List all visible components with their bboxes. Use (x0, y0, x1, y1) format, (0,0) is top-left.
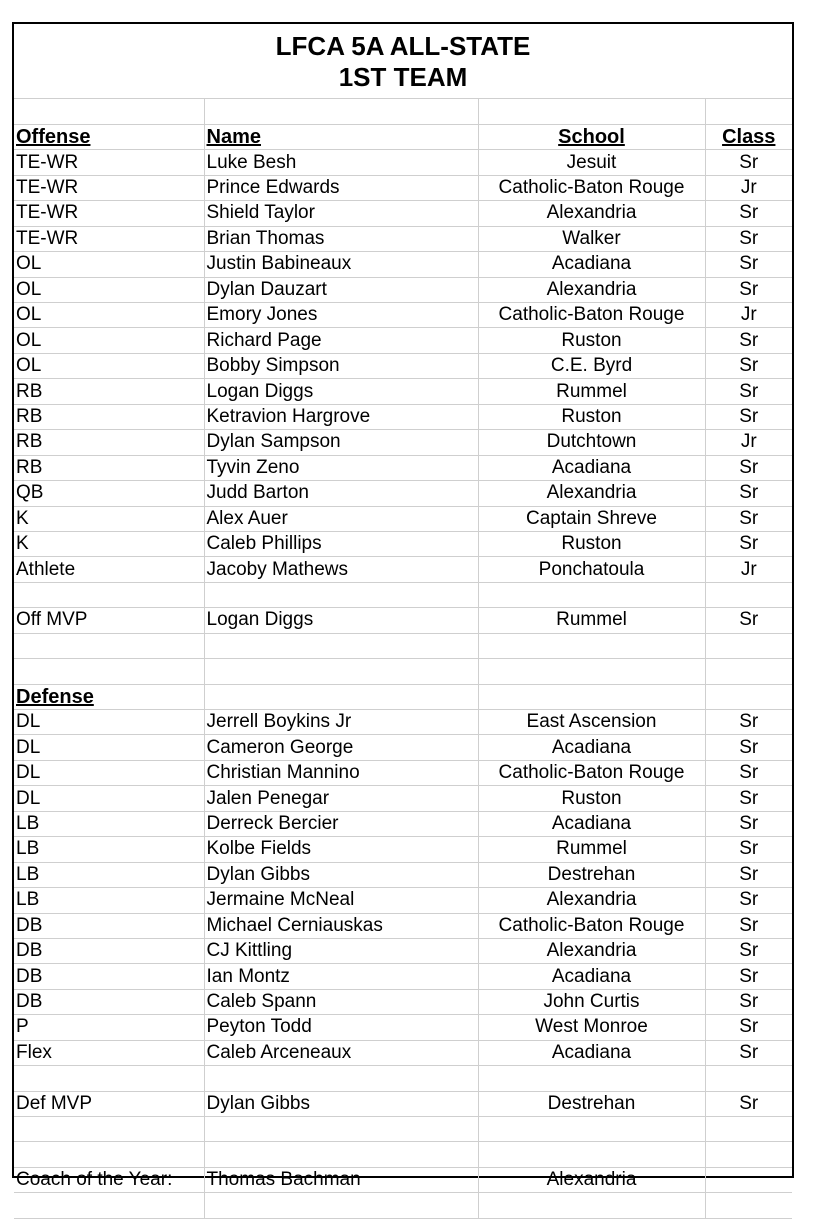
empty-cell (14, 1193, 204, 1218)
defense-row (14, 1040, 792, 1065)
empty-cell (705, 1117, 792, 1142)
offense-header-row (14, 124, 792, 149)
empty-cell (478, 1142, 705, 1167)
offense-row-class-cell: Sr (705, 226, 792, 251)
offense-row-pos-cell: TE-WR (14, 150, 204, 175)
defense-row-school-cell: Alexandria (478, 938, 705, 963)
offense-row-name-cell: Richard Page (204, 328, 478, 353)
roster-table (14, 99, 792, 1219)
empty-cell (478, 99, 705, 124)
offense-row-pos-cell: OL (14, 353, 204, 378)
offense-row-pos-cell: RB (14, 379, 204, 404)
offense-row-class-cell: Sr (705, 506, 792, 531)
empty-cell (204, 659, 478, 684)
empty-cell (478, 659, 705, 684)
offense-row (14, 226, 792, 251)
offense-row (14, 303, 792, 328)
defense-row-pos-cell: DL (14, 760, 204, 785)
empty-cell (14, 1066, 204, 1091)
defense-row-school-cell: Catholic-Baton Rouge (478, 913, 705, 938)
offense-row-school-cell: Acadiana (478, 455, 705, 480)
defense-row-school-cell: East Ascension (478, 710, 705, 735)
defense-row-pos-cell: DB (14, 913, 204, 938)
offense-row (14, 150, 792, 175)
def-mvp-row-school-cell: Destrehan (478, 1091, 705, 1116)
empty-cell (14, 633, 204, 658)
spacer-row (14, 1193, 792, 1218)
offense-row-pos-cell: RB (14, 404, 204, 429)
offense-row-school-cell: Ruston (478, 531, 705, 556)
offense-row-name-cell: Alex Auer (204, 506, 478, 531)
offense-row-name-cell: Dylan Dauzart (204, 277, 478, 302)
offense-row-school-cell: Catholic-Baton Rouge (478, 175, 705, 200)
empty-cell (204, 633, 478, 658)
def-mvp-row-name-cell: Dylan Gibbs (204, 1091, 478, 1116)
empty-cell (478, 582, 705, 607)
defense-row-class-cell: Sr (705, 913, 792, 938)
offense-row-name-cell: Luke Besh (204, 150, 478, 175)
offense-row (14, 252, 792, 277)
offense-row-class-cell: Sr (705, 481, 792, 506)
defense-row-class-cell: Sr (705, 1015, 792, 1040)
defense-row (14, 710, 792, 735)
defense-row-name-cell: Kolbe Fields (204, 837, 478, 862)
defense-row-pos-cell: Flex (14, 1040, 204, 1065)
off-mvp-row-pos-cell: Off MVP (14, 608, 204, 633)
defense-row-pos-cell: P (14, 1015, 204, 1040)
empty-cell (705, 99, 792, 124)
defense-row-name-cell: Jalen Penegar (204, 786, 478, 811)
title-block (14, 24, 792, 99)
defense-row-school-cell: Ruston (478, 786, 705, 811)
coach-row-school-cell: Alexandria (478, 1167, 705, 1192)
defense-row-name-cell: Christian Mannino (204, 760, 478, 785)
defense-row-name-cell: Jerrell Boykins Jr (204, 710, 478, 735)
offense-row-name-cell: Justin Babineaux (204, 252, 478, 277)
offense-row-school-cell: Alexandria (478, 277, 705, 302)
coach-row-pos-cell: Coach of the Year: (14, 1167, 204, 1192)
offense-row-name-cell: Logan Diggs (204, 379, 478, 404)
defense-row-name-cell: Caleb Arceneaux (204, 1040, 478, 1065)
off-mvp-row-name-cell: Logan Diggs (204, 608, 478, 633)
offense-row-pos-cell: RB (14, 455, 204, 480)
defense-row-school-cell: Acadiana (478, 1040, 705, 1065)
empty-cell (204, 1142, 478, 1167)
defense-header-row-pos-cell: Defense (14, 684, 204, 709)
offense-row-name-cell: Brian Thomas (204, 226, 478, 251)
defense-row-pos-cell: DB (14, 989, 204, 1014)
defense-row (14, 811, 792, 836)
empty-cell (478, 1117, 705, 1142)
spacer-row (14, 659, 792, 684)
offense-row-name-cell: Bobby Simpson (204, 353, 478, 378)
defense-row (14, 837, 792, 862)
offense-header-row-school-cell: School (478, 124, 705, 149)
offense-row (14, 506, 792, 531)
defense-row-class-cell: Sr (705, 710, 792, 735)
offense-row (14, 531, 792, 556)
offense-row-name-cell: Dylan Sampson (204, 430, 478, 455)
defense-row-school-cell: Acadiana (478, 964, 705, 989)
defense-row (14, 938, 792, 963)
empty-cell (705, 633, 792, 658)
empty-cell (478, 684, 705, 709)
offense-row (14, 353, 792, 378)
defense-row-class-cell: Sr (705, 811, 792, 836)
defense-row-school-cell: Acadiana (478, 735, 705, 760)
spacer-row (14, 1142, 792, 1167)
offense-row-name-cell: Shield Taylor (204, 201, 478, 226)
off-mvp-row-school-cell: Rummel (478, 608, 705, 633)
empty-cell (14, 582, 204, 607)
offense-row-school-cell: Jesuit (478, 150, 705, 175)
empty-cell (705, 582, 792, 607)
offense-row (14, 404, 792, 429)
off-mvp-row (14, 608, 792, 633)
defense-row-class-cell: Sr (705, 989, 792, 1014)
defense-row-school-cell: John Curtis (478, 989, 705, 1014)
offense-row (14, 557, 792, 582)
offense-row-class-cell: Sr (705, 252, 792, 277)
defense-row-pos-cell: DB (14, 964, 204, 989)
offense-row-class-cell: Sr (705, 277, 792, 302)
defense-row (14, 964, 792, 989)
empty-cell (478, 1193, 705, 1218)
empty-cell (705, 1142, 792, 1167)
offense-row-pos-cell: TE-WR (14, 201, 204, 226)
offense-row (14, 277, 792, 302)
offense-row-school-cell: Ponchatoula (478, 557, 705, 582)
empty-cell (478, 633, 705, 658)
offense-row-pos-cell: K (14, 531, 204, 556)
defense-row-name-cell: Ian Montz (204, 964, 478, 989)
empty-cell (705, 684, 792, 709)
offense-row-class-cell: Jr (705, 430, 792, 455)
title-line-2: 1ST TEAM (338, 62, 468, 92)
offense-row-pos-cell: Athlete (14, 557, 204, 582)
defense-row (14, 786, 792, 811)
offense-row-pos-cell: OL (14, 252, 204, 277)
spacer-row (14, 1117, 792, 1142)
offense-row (14, 328, 792, 353)
empty-cell (705, 659, 792, 684)
offense-row-school-cell: Walker (478, 226, 705, 251)
offense-row-school-cell: Acadiana (478, 252, 705, 277)
offense-row-pos-cell: QB (14, 481, 204, 506)
empty-cell (705, 1193, 792, 1218)
offense-row-pos-cell: TE-WR (14, 226, 204, 251)
def-mvp-row-class-cell: Sr (705, 1091, 792, 1116)
offense-row (14, 175, 792, 200)
empty-cell (204, 1117, 478, 1142)
offense-row-class-cell: Sr (705, 328, 792, 353)
empty-cell (204, 1193, 478, 1218)
def-mvp-row (14, 1091, 792, 1116)
defense-row-name-cell: Michael Cerniauskas (204, 913, 478, 938)
defense-row-class-cell: Sr (705, 938, 792, 963)
empty-cell (204, 684, 478, 709)
defense-row-name-cell: Dylan Gibbs (204, 862, 478, 887)
empty-cell (14, 99, 204, 124)
offense-row-school-cell: Alexandria (478, 481, 705, 506)
defense-row-pos-cell: LB (14, 811, 204, 836)
offense-row-pos-cell: OL (14, 277, 204, 302)
offense-row-name-cell: Prince Edwards (204, 175, 478, 200)
defense-row-class-cell: Sr (705, 760, 792, 785)
offense-row-school-cell: Ruston (478, 328, 705, 353)
offense-row-class-cell: Jr (705, 175, 792, 200)
all-state-roster-sheet (12, 22, 794, 1191)
off-mvp-row-class-cell: Sr (705, 608, 792, 633)
offense-row-pos-cell: TE-WR (14, 175, 204, 200)
title-line-1: LFCA 5A ALL-STATE (275, 31, 531, 61)
defense-row-name-cell: Cameron George (204, 735, 478, 760)
empty-cell (705, 1066, 792, 1091)
offense-row-name-cell: Judd Barton (204, 481, 478, 506)
empty-cell (478, 1066, 705, 1091)
offense-row-school-cell: Captain Shreve (478, 506, 705, 531)
defense-row (14, 735, 792, 760)
offense-row (14, 455, 792, 480)
offense-row-class-cell: Jr (705, 557, 792, 582)
offense-header-row-pos-cell: Offense (14, 124, 204, 149)
offense-row-name-cell: Emory Jones (204, 303, 478, 328)
offense-row-class-cell: Sr (705, 404, 792, 429)
offense-row-school-cell: Catholic-Baton Rouge (478, 303, 705, 328)
defense-row-name-cell: Caleb Spann (204, 989, 478, 1014)
empty-cell (14, 1117, 204, 1142)
empty-cell (204, 1066, 478, 1091)
defense-row-class-cell: Sr (705, 964, 792, 989)
offense-row-class-cell: Sr (705, 455, 792, 480)
defense-row-pos-cell: DL (14, 710, 204, 735)
empty-cell (204, 582, 478, 607)
offense-row-class-cell: Sr (705, 379, 792, 404)
defense-row-class-cell: Sr (705, 735, 792, 760)
defense-row (14, 862, 792, 887)
coach-row-class-cell (705, 1167, 792, 1192)
empty-cell (204, 99, 478, 124)
roster-body (14, 99, 792, 1218)
coach-row (14, 1167, 792, 1192)
defense-row (14, 989, 792, 1014)
offense-row-class-cell: Jr (705, 303, 792, 328)
defense-row-school-cell: Destrehan (478, 862, 705, 887)
defense-row-name-cell: Peyton Todd (204, 1015, 478, 1040)
offense-row-pos-cell: RB (14, 430, 204, 455)
offense-row (14, 201, 792, 226)
defense-row (14, 760, 792, 785)
defense-row-pos-cell: LB (14, 888, 204, 913)
defense-row-name-cell: Derreck Bercier (204, 811, 478, 836)
defense-row-class-cell: Sr (705, 888, 792, 913)
defense-row-name-cell: Jermaine McNeal (204, 888, 478, 913)
defense-row-class-cell: Sr (705, 837, 792, 862)
defense-row-school-cell: West Monroe (478, 1015, 705, 1040)
offense-row-pos-cell: OL (14, 303, 204, 328)
offense-row-class-cell: Sr (705, 531, 792, 556)
offense-row-school-cell: Alexandria (478, 201, 705, 226)
defense-row-name-cell: CJ Kittling (204, 938, 478, 963)
defense-row-pos-cell: DL (14, 786, 204, 811)
defense-row-school-cell: Rummel (478, 837, 705, 862)
offense-row-pos-cell: K (14, 506, 204, 531)
offense-row-pos-cell: OL (14, 328, 204, 353)
spacer-row (14, 582, 792, 607)
offense-row-school-cell: Dutchtown (478, 430, 705, 455)
offense-row-school-cell: Rummel (478, 379, 705, 404)
offense-row-name-cell: Caleb Phillips (204, 531, 478, 556)
offense-row-class-cell: Sr (705, 150, 792, 175)
offense-header-row-name-cell: Name (204, 124, 478, 149)
offense-header-row-class-cell: Class (705, 124, 792, 149)
def-mvp-row-pos-cell: Def MVP (14, 1091, 204, 1116)
offense-row-name-cell: Ketravion Hargrove (204, 404, 478, 429)
offense-row-name-cell: Jacoby Mathews (204, 557, 478, 582)
defense-row-class-cell: Sr (705, 862, 792, 887)
defense-row-school-cell: Catholic-Baton Rouge (478, 760, 705, 785)
defense-row-class-cell: Sr (705, 786, 792, 811)
offense-row-school-cell: C.E. Byrd (478, 353, 705, 378)
offense-row-name-cell: Tyvin Zeno (204, 455, 478, 480)
defense-row-school-cell: Acadiana (478, 811, 705, 836)
defense-row-class-cell: Sr (705, 1040, 792, 1065)
defense-row-pos-cell: DL (14, 735, 204, 760)
defense-row-school-cell: Alexandria (478, 888, 705, 913)
offense-row (14, 481, 792, 506)
defense-row (14, 888, 792, 913)
spacer-row (14, 99, 792, 124)
offense-row (14, 430, 792, 455)
coach-row-name-cell: Thomas Bachman (204, 1167, 478, 1192)
spacer-row (14, 1066, 792, 1091)
empty-cell (14, 1142, 204, 1167)
defense-row (14, 1015, 792, 1040)
offense-row-class-cell: Sr (705, 353, 792, 378)
empty-cell (14, 659, 204, 684)
offense-row-school-cell: Ruston (478, 404, 705, 429)
defense-row-pos-cell: DB (14, 938, 204, 963)
offense-row-class-cell: Sr (705, 201, 792, 226)
offense-row (14, 379, 792, 404)
defense-row (14, 913, 792, 938)
defense-row-pos-cell: LB (14, 837, 204, 862)
spacer-row (14, 633, 792, 658)
defense-header-row (14, 684, 792, 709)
defense-row-pos-cell: LB (14, 862, 204, 887)
